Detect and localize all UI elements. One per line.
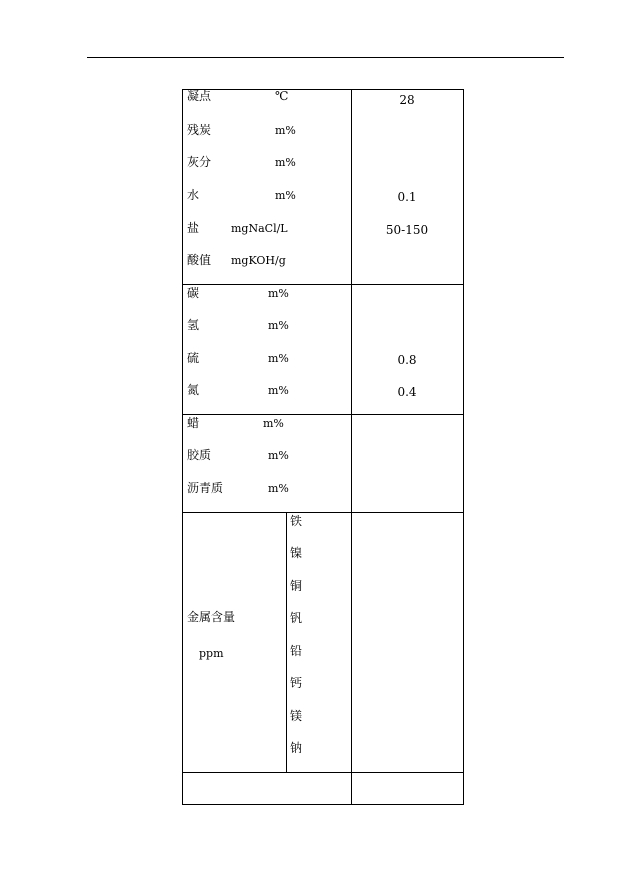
row-value-salt: 50-150 <box>385 223 429 237</box>
row-unit-pour-point: ℃ <box>275 89 289 103</box>
row-unit-hydrogen: m% <box>268 319 289 332</box>
row-unit-wax: m% <box>263 417 284 430</box>
row-label-hydrogen: 氢 <box>187 318 200 332</box>
row-label-nitrogen: 氮 <box>187 383 200 397</box>
row-unit-resin: m% <box>268 449 289 462</box>
metal-copper: 铜 <box>290 579 303 593</box>
row-label-resin: 胶质 <box>187 448 212 462</box>
row-label-carbon-residue: 残炭 <box>187 123 212 137</box>
row-unit-water: m% <box>275 189 296 202</box>
row-unit-nitrogen: m% <box>268 384 289 397</box>
header-rule <box>87 57 564 58</box>
metal-lead: 铅 <box>290 644 303 658</box>
table-border-right <box>463 89 464 805</box>
row-unit-ash: m% <box>275 156 296 169</box>
row-label-acid-value: 酸值 <box>187 253 212 267</box>
table-border-bottom <box>182 804 464 805</box>
row-value-sulfur: 0.8 <box>397 353 417 367</box>
row-label-salt: 盐 <box>187 221 200 235</box>
row-unit-acid-value: mgKOH/g <box>231 254 286 267</box>
metal-magnesium: 镁 <box>290 709 303 723</box>
metal-calcium: 钙 <box>290 676 303 690</box>
row-label-sulfur: 硫 <box>187 351 200 365</box>
row-label-asphaltene: 沥青质 <box>187 481 224 495</box>
group-divider-4 <box>182 772 464 773</box>
row-label-ash: 灰分 <box>187 155 212 169</box>
row-value-water: 0.1 <box>397 190 417 204</box>
row-label-wax: 蜡 <box>187 416 200 430</box>
row-label-water: 水 <box>187 188 200 202</box>
crude-oil-property-table <box>182 89 464 805</box>
metals-unit: ppm <box>199 647 224 660</box>
metal-iron: 铁 <box>290 514 303 528</box>
row-unit-carbon-residue: m% <box>275 124 296 137</box>
row-label-pour-point: 凝点 <box>187 89 212 103</box>
metal-nickel: 镍 <box>290 546 303 560</box>
table-border-top <box>182 89 464 90</box>
row-value-nitrogen: 0.4 <box>397 385 417 399</box>
table-border-left <box>182 89 183 805</box>
metal-vanadium: 钒 <box>290 611 303 625</box>
row-unit-salt: mgNaCl/L <box>231 222 288 235</box>
metals-subcolumn-divider <box>286 512 287 772</box>
row-unit-sulfur: m% <box>268 352 289 365</box>
row-unit-carbon: m% <box>268 287 289 300</box>
row-value-pour-point: 28 <box>399 93 415 107</box>
row-label-carbon: 碳 <box>187 286 200 300</box>
group-divider-1 <box>182 284 464 285</box>
group-divider-2 <box>182 414 464 415</box>
group-divider-3 <box>182 512 464 513</box>
metals-title: 金属含量 <box>187 610 236 624</box>
metal-sodium: 钠 <box>290 741 303 755</box>
row-unit-asphaltene: m% <box>268 482 289 495</box>
